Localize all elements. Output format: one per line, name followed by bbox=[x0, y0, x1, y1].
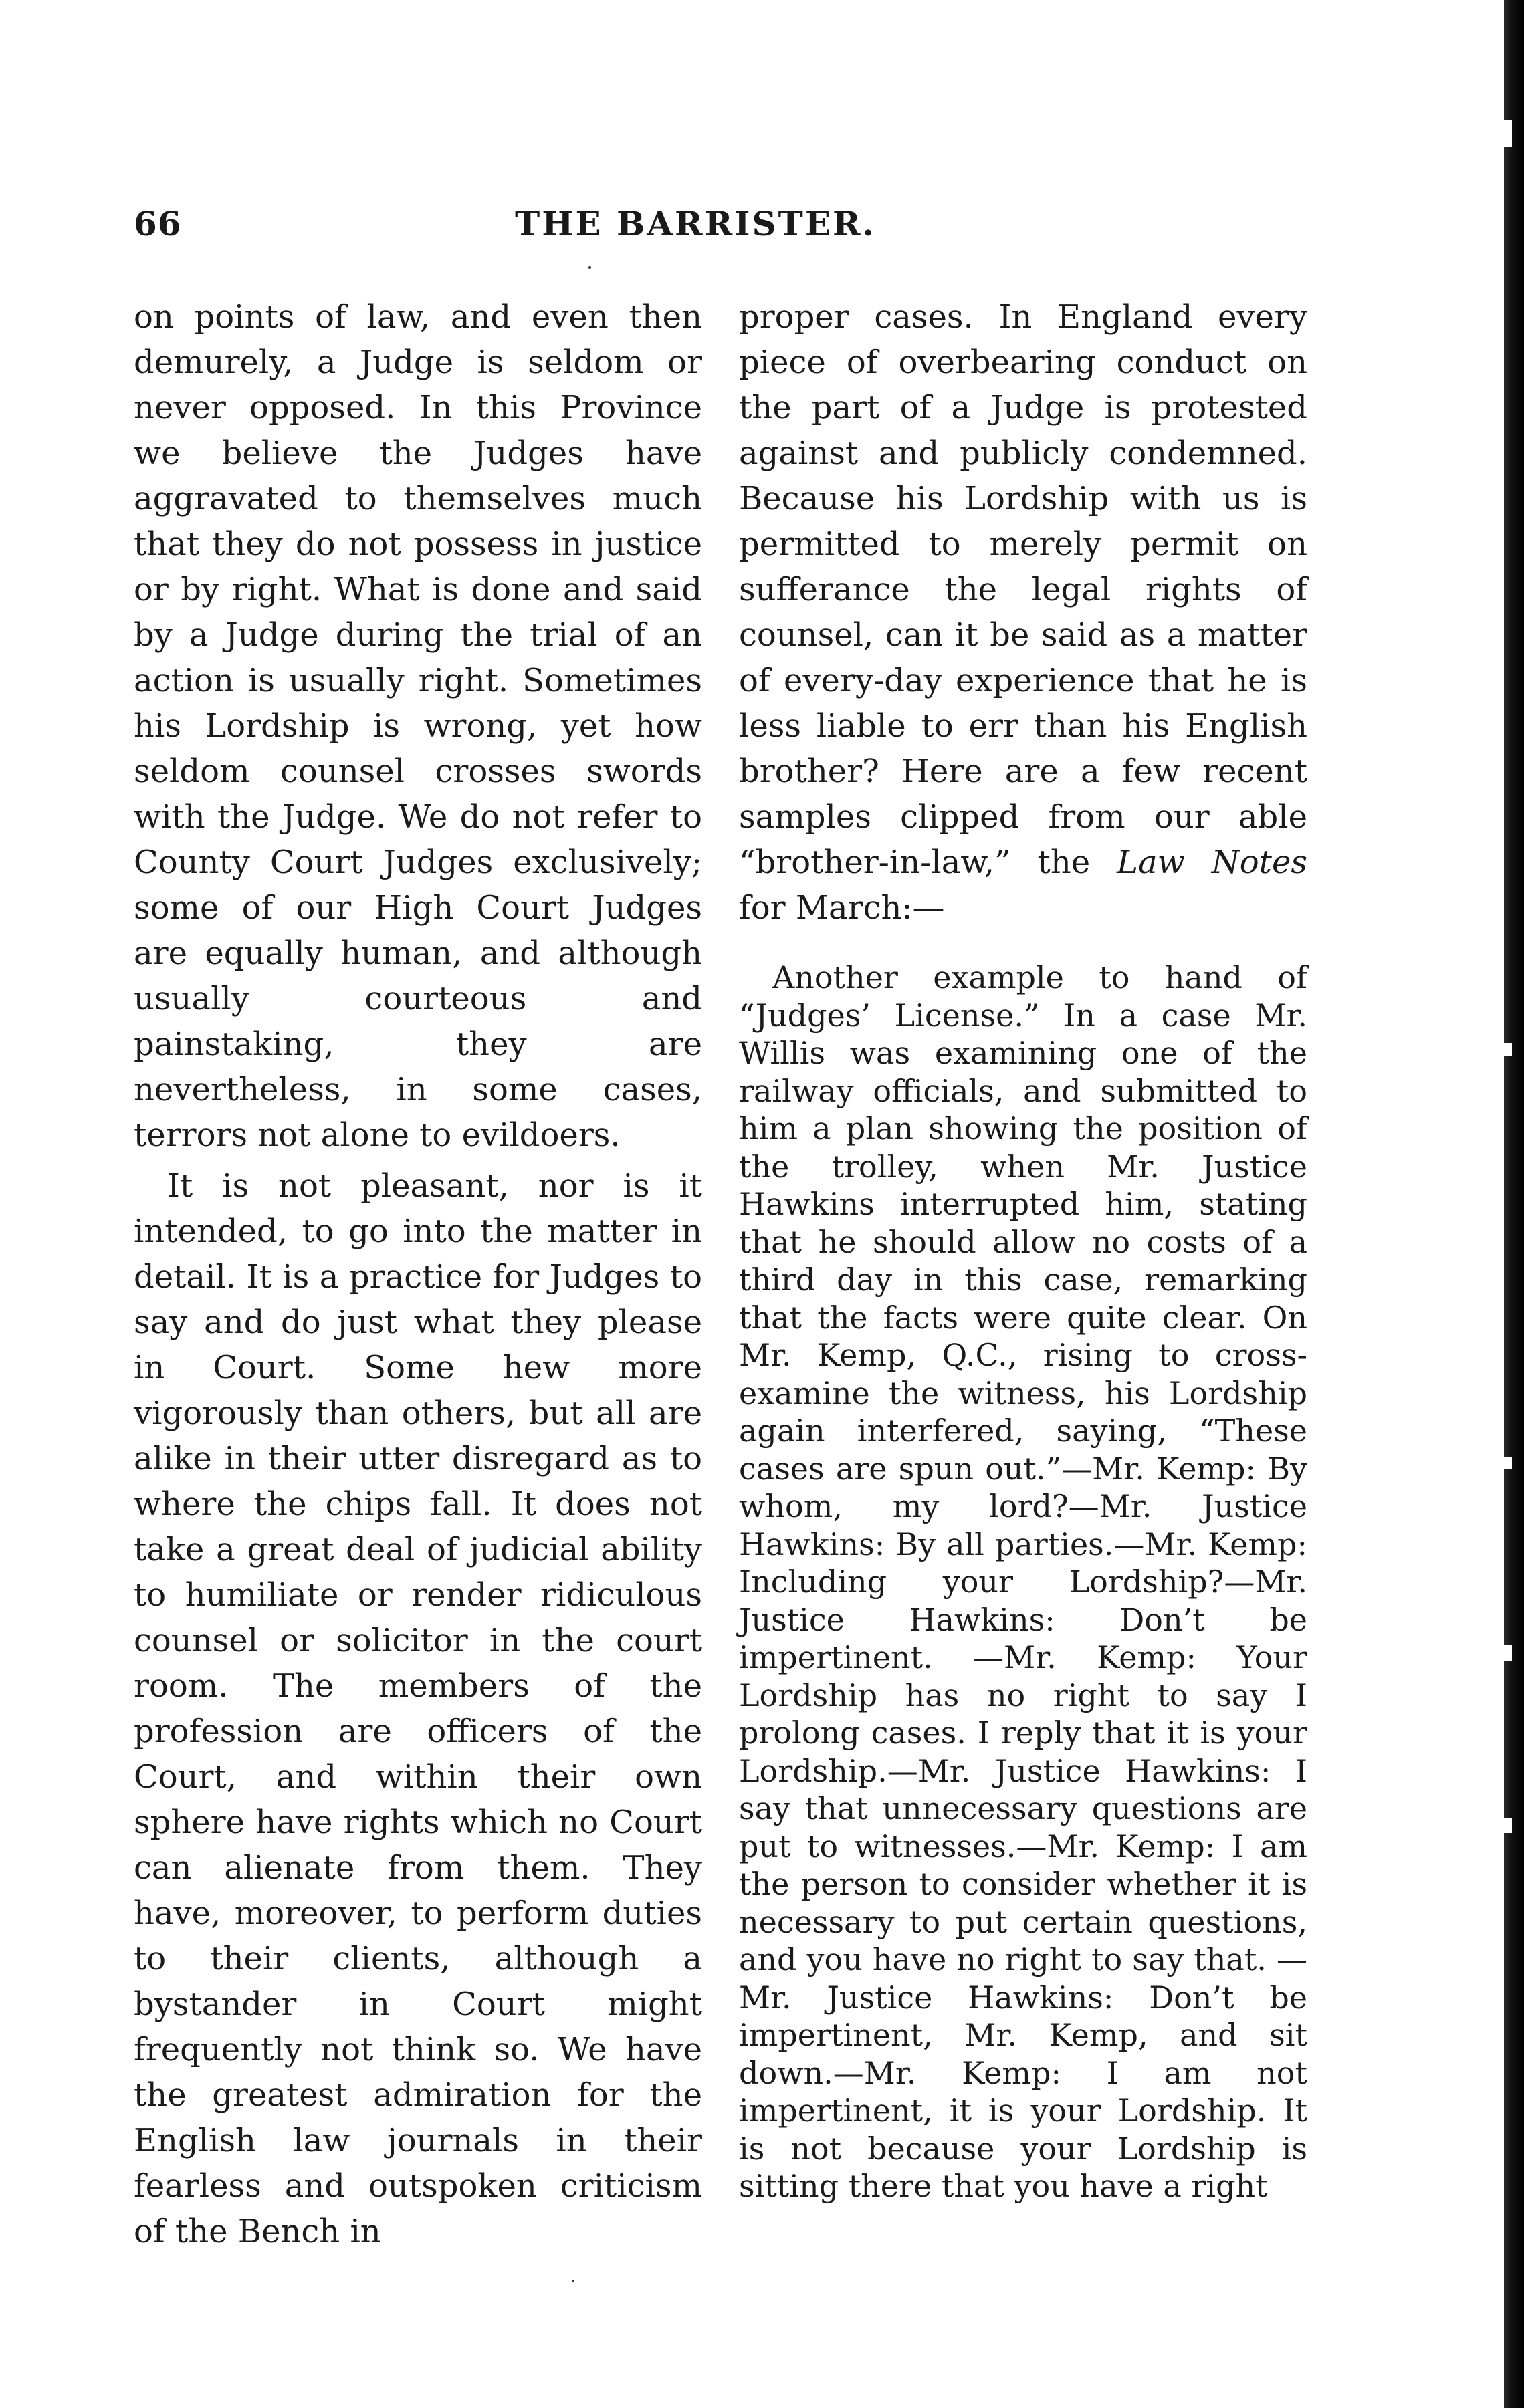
right-paragraph-1-end: for March:— bbox=[739, 889, 945, 927]
scan-speck bbox=[572, 2280, 574, 2282]
right-paragraph-1 bbox=[739, 294, 1307, 931]
page-header bbox=[134, 204, 1324, 251]
right-paragraph-1-text: proper cases. In England every piece of overbearing conduct on the part of a Judge is protested against and publicly condemned. Because his Lordship with us is permitted to merely permit on sufferance the legal rights of counsel, can it be said as a matter of every-day experience that he is less liable to err than his English brother? Here are a few recent samples clipped from our able “brother-in-law,” the bbox=[739, 298, 1307, 881]
left-paragraph-1: on points of law, and even then demurely, a Judge is seldom or never opposed. In this Province we believe the Judges have aggravated to themselves much that they do not possess in justice or by right. What is done and said by a Judge during the trial of an action is usually right. Sometimes his Lordship is wrong, yet how seldom counsel crosses swords with the Judge. We do not refer to County Court Judges exclusively; some of our High Court Judges are equally human, and although usually courteous and painstaking, they are nevertheless, in some cases, terrors not alone to evildoers. bbox=[134, 298, 702, 1154]
left-column bbox=[134, 294, 702, 2254]
law-notes-title: Law Notes bbox=[1117, 844, 1307, 881]
scan-speck bbox=[588, 266, 591, 269]
left-paragraph-2: It is not pleasant, nor is it intended, to go into the matter in detail. It is a practice for Judges to say and do just what they please in Court. Some hew more vigorously than others, but all are alike in their utter disregard as to where the chips fall. It does not take a great deal of judicial ability to humiliate or render ridiculous counsel or solicitor in the court room. The members of the profession are officers of the Court, and within their own sphere have rights which no Court can alienate from them. They have, moreover, to perform duties to their clients, although a bystander in Court might frequently not think so. We have the greatest admiration for the English law journals in their fearless and outspoken criticism of the Bench in bbox=[134, 1167, 702, 2250]
quotation-block: Another example to hand of “Judges’ License.” In a case Mr. Willis was examining one of the railway officials, and submitted to him a plan showing the position of the trolley, when Mr. Justice Hawkins interrupted him, stating that he should allow no costs of a third day in this case, remarking that the facts were quite clear. On Mr. Kemp, Q.C., rising to cross-examine the witness, his Lordship again interfered, saying, “These cases are spun out.”—Mr. Kemp: By whom, my lord?—Mr. Justice Hawkins: By all parties.—Mr. Kemp: Including your Lordship?—Mr. Justice Hawkins: Don’t be impertinent. —Mr. Kemp: Your Lordship has no right to say I prolong cases. I reply that it is your Lordship.—Mr. Justice Hawkins: I say that unnecessary questions are put to witnesses.—Mr. Kemp: I am the person to consider whether it is necessary to put certain questions, and you have no right to say that. —Mr. Justice Hawkins: Don’t be impertinent, Mr. Kemp, and sit down.—Mr. Kemp: I am not impertinent, it is your Lordship. It is not because your Lordship is sitting there that you have a right bbox=[739, 959, 1307, 2204]
page-edge-binding bbox=[1504, 0, 1524, 2408]
right-column bbox=[739, 294, 1307, 2205]
running-title: THE BARRISTER. bbox=[515, 204, 876, 243]
page-number: 66 bbox=[134, 204, 182, 243]
